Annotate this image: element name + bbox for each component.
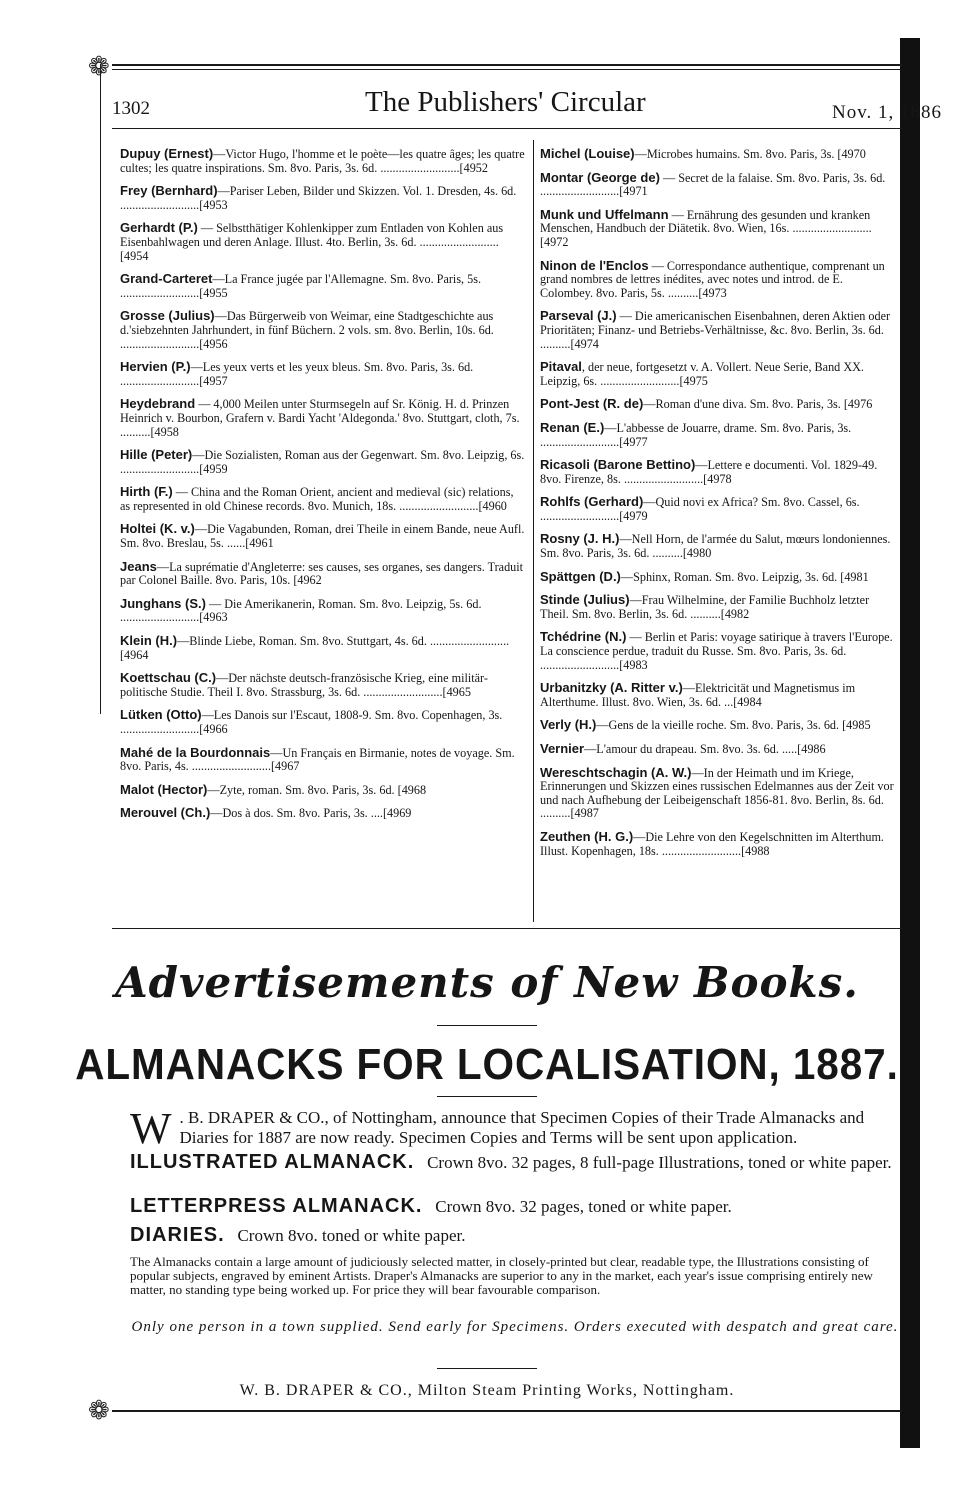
book-author: Grand-Carteret	[120, 271, 213, 287]
book-listing-entry	[120, 806, 526, 821]
book-listing-entry	[540, 742, 898, 757]
book-listing-entry	[540, 495, 898, 523]
book-details: —Das Bürgerweib von Weimar, eine Stadtgeschichte aus d.'siebzehnten Jahrhundert, in fünf Büchern. 2 vols. sm. 8vo. Berlin, 10s. 6d. ..........................[4956	[120, 309, 494, 351]
top-border-rule-inner	[112, 69, 902, 70]
book-author: Pitaval	[540, 359, 582, 375]
book-details: —L'amour du drapeau. Sm. 8vo. 3s. 6d. .....[4986	[584, 742, 826, 756]
page-edge-shadow	[900, 38, 920, 1448]
book-author: Lütken (Otto)	[120, 707, 202, 723]
book-details: —Gens de la vieille roche. Sm. 8vo. Paris, 3s. 6d. [4985	[596, 718, 871, 733]
book-listing-entry	[540, 630, 898, 672]
ad-body-text: The Almanacks contain a large amount of judiciously selected matter, in closely-printed but clear, readable type, the Illustrations consisting of popular subjects, engraved by eminent Artists. Draper's Almanacks are superior to any in the market, each year's issue comprising entirely new matter, no standing type being worked up. For price they will bear favourable comparison.	[130, 1254, 873, 1297]
book-author: Munk und Uffelmann	[540, 206, 669, 222]
almanacks-title: ALMANACKS FOR LOCALISATION, 1887.	[75, 1040, 899, 1089]
book-listing-entry	[120, 272, 526, 300]
top-border-rule-outer	[112, 64, 902, 66]
book-listing-entry	[120, 522, 526, 550]
column-divider	[533, 140, 534, 922]
header-rule	[112, 128, 902, 129]
listing-column-left	[120, 147, 526, 830]
book-listing-entry	[540, 718, 898, 733]
book-details: —Quid novi ex Africa? Sm. 8vo. Cassel, 6s. ..........................[4979	[540, 495, 860, 523]
listing-column-right	[540, 147, 898, 867]
book-author: Parseval (J.)	[540, 308, 617, 324]
imprint-rule	[437, 1368, 537, 1369]
book-listing-entry	[120, 221, 526, 263]
book-details: —Die Sozialisten, Roman aus der Gegenwart. Sm. 8vo. Leipzig, 6s. ..........................[4959	[120, 448, 525, 476]
book-details: —Blinde Liebe, Roman. Sm. 8vo. Stuttgart, 4s. 6d. ..........................[4964	[120, 634, 510, 662]
book-details: — Ernährung des gesunden und kranken Menschen, Handbuch der Diätetik. 8vo. Wien, 16s. ..........................[4972	[540, 207, 872, 249]
book-details: — Correspondance authentique, comprenant un grand nombres de lettres inédites, avec notes und introd. de E. Colombey. 8vo. Paris, 5s. ..........[4973	[540, 258, 885, 300]
book-author: Tchédrine (N.)	[540, 629, 627, 645]
book-details: —Elektricität und Magnetismus im Alterthume. Illust. 8vo. Wien, 3s. 6d. ...[4984	[540, 681, 856, 709]
book-listing-entry	[120, 397, 526, 439]
book-author: Junghans (S.)	[120, 595, 206, 611]
book-details: —Die Lehre von den Kegelschnitten im Alterthum. Illust. Kopenhagen, 18s. ..........................[4988	[540, 829, 884, 858]
book-listing-entry	[540, 766, 898, 821]
book-author: Rohlfs (Gerhard)	[540, 494, 644, 510]
book-author: Ninon de l'Enclos	[540, 257, 649, 273]
book-author: Stinde (Julius)	[540, 592, 630, 608]
book-listing-entry	[540, 259, 898, 301]
book-listing-entry	[120, 708, 526, 736]
book-details: —Zyte, roman. Sm. 8vo. Paris, 3s. 6d. [4968	[207, 782, 427, 797]
book-author: Hervien (P.)	[120, 359, 191, 375]
book-details: —Victor Hugo, l'homme et le poète—les quatre âges; les quatre cultes; les quatre inspirations. Sm. 8vo. Paris, 3s. 6d. ..........................[4952	[120, 147, 525, 175]
bottom-border-rule	[112, 1410, 902, 1412]
left-border-rule	[100, 64, 101, 714]
book-listing-entry	[540, 458, 898, 486]
publication-title: The Publishers' Circular	[365, 86, 646, 118]
book-author: Gerhardt (P.)	[120, 220, 198, 236]
book-details: —L'abbesse de Jouarre, drame. Sm. 8vo. Paris, 3s. ..........................[4977	[540, 420, 852, 449]
book-listing-entry	[120, 147, 526, 175]
book-details: , der neue, fortgesetzt v. A. Vollert. Neue Serie, Band XX. Leipzig, 6s. ..........................[4975	[540, 360, 864, 388]
book-listing-entry	[120, 560, 526, 588]
book-author: Merouvel (Ch.)	[120, 805, 211, 821]
book-listing-entry	[120, 360, 526, 388]
ad-order-note: Only one person in a town supplied. Send early for Specimens. Orders executed with despatch and great care.	[131, 1319, 899, 1335]
issue-date: Nov. 1, 1886	[832, 102, 942, 123]
page-number: 1302	[112, 98, 150, 119]
book-listing-entry	[120, 783, 526, 798]
book-details: —Microbes humains. Sm. 8vo. Paris, 3s. [4970	[634, 147, 866, 161]
book-author: Frey (Bernhard)	[120, 183, 218, 199]
book-author: Zeuthen (H. G.)	[540, 828, 634, 844]
book-author: Montar (George de)	[540, 169, 660, 185]
almanack-item-name: ILLUSTRATED ALMANACK.	[130, 1151, 415, 1173]
book-listing-entry	[120, 184, 526, 212]
book-author: Rosny (J. H.)	[540, 531, 620, 547]
almanack-item	[130, 1225, 900, 1246]
book-details: —Die Vagabunden, Roman, drei Theile in einem Bande, neue Aufl. Sm. 8vo. Breslau, 5s. ......[4961	[120, 522, 525, 551]
book-details: —La France jugée par l'Allemagne. Sm. 8vo. Paris, 5s. ..........................[4955	[120, 272, 482, 300]
book-listing-entry	[120, 309, 526, 351]
book-listing-entry	[120, 485, 526, 513]
book-details: —Nell Horn, de l'armée du Salut, mœurs londoniennes. Sm. 8vo. Paris, 3s. 6d. ..........[4980	[540, 532, 891, 561]
book-author: Spättgen (D.)	[540, 568, 621, 584]
listing-end-rule	[112, 928, 902, 929]
book-details: —Der nächste deutsch-französische Krieg, eine militär-politische Studie. Theil I. 8vo. Strassburg, 3s. 6d. ..........................[4965	[120, 671, 488, 699]
almanack-item-desc: Crown 8vo. 32 pages, 8 full-page Illustrations, toned or white paper.	[427, 1153, 892, 1172]
book-details: — China and the Roman Orient, ancient and medieval (sic) relations, as represented in old Chinese records. 8vo. Munich, 18s. ..........................[4960	[120, 485, 514, 513]
book-author: Malot (Hector)	[120, 781, 208, 797]
book-details: — Die Amerikanerin, Roman. Sm. 8vo. Leipzig, 5s. 6d. ..........................[4963	[120, 596, 482, 625]
ad-title-rule	[437, 1096, 537, 1097]
ad-intro-text: . B. DRAPER & CO., of Nottingham, announce that Specimen Copies of their Trade Almanacks and Diaries for 1887 are now ready. Specimen Copies and Terms will be sent upon application.	[179, 1108, 865, 1147]
book-author: Holtei (K. v.)	[120, 521, 195, 537]
book-details: —Frau Wilhelmine, der Familie Buchholz letzter Theil. Sm. 8vo. Berlin, 3s. 6d. ..........[4982	[540, 593, 870, 621]
almanack-item-name: LETTERPRESS ALMANACK.	[130, 1195, 423, 1217]
ad-heading-rule	[437, 1025, 537, 1026]
ad-intro-paragraph	[130, 1104, 900, 1153]
book-listing-entry	[120, 597, 526, 625]
book-author: Koettschau (C.)	[120, 670, 217, 686]
almanack-item-desc: Crown 8vo. toned or white paper.	[237, 1226, 466, 1245]
book-details: —Lettere e documenti. Vol. 1829-49. 8vo. Firenze, 8s. ..........................[4978	[540, 458, 878, 486]
book-author: Wereschtschagin (A. W.)	[540, 764, 692, 780]
book-details: — Die americanischen Eisenbahnen, deren Aktien oder Prioritäten; Finanz- und Betriebs-Verhältnisse, &c. 8vo. Berlin, 3s. 6d. ..........[4974	[540, 309, 891, 351]
book-author: Dupuy (Ernest)	[120, 146, 214, 161]
book-listing-entry	[540, 171, 898, 199]
book-details: —Roman d'une diva. Sm. 8vo. Paris, 3s. [4976	[643, 397, 873, 412]
book-details: —Les yeux verts et les yeux bleus. Sm. 8vo. Paris, 3s. 6d. ..........................[4957	[120, 360, 474, 388]
book-listing-entry	[540, 593, 898, 621]
book-listing-entry	[120, 634, 526, 662]
book-details: — Selbstthätiger Kohlenkipper zum Entladen von Kohlen aus Eisenbahlwagen und deren Anlage. Illust. 4to. Berlin, 3s. 6d. ..........................[4954	[120, 221, 504, 263]
book-listing-entry	[540, 360, 898, 388]
almanack-item	[130, 1196, 900, 1217]
advertisements-heading: Advertisements of New Books.	[115, 958, 859, 1007]
book-author: Hirth (F.)	[120, 484, 173, 500]
book-author: Verly (H.)	[540, 717, 597, 733]
book-author: Hille (Peter)	[120, 447, 193, 463]
book-details: —In der Heimath und im Kriege, Erinnerungen und Skizzen eines russischen Edelmannes aus der Zeit vor und nach Aufhebung der Leibeigenschaft 1856-81. 8vo. Berlin, 8s. 6d. ..........[4987	[540, 765, 894, 821]
book-listing-entry	[540, 421, 898, 449]
almanack-item	[130, 1152, 900, 1173]
book-author: Urbanitzky (A. Ritter v.)	[540, 680, 683, 696]
book-details: —Un Français en Birmanie, notes de voyage. Sm. 8vo. Paris, 4s. ..........................[4967	[120, 745, 515, 774]
almanack-item-desc: Crown 8vo. 32 pages, toned or white paper.	[435, 1197, 732, 1216]
book-listing-entry	[120, 671, 526, 699]
book-listing-entry	[540, 681, 898, 709]
book-listing-entry	[540, 147, 898, 162]
almanack-item-name: DIARIES.	[130, 1224, 225, 1246]
book-author: Vernier	[540, 741, 585, 756]
book-author: Grosse (Julius)	[120, 308, 215, 324]
book-listing-entry	[540, 397, 898, 412]
book-listing-entry	[120, 448, 526, 476]
book-listing-entry	[540, 208, 898, 250]
book-details: — Berlin et Paris: voyage satirique à travers l'Europe. La conscience perdue, traduit du Russe. Sm. 8vo. Paris, 3s. 6d. ..........................[4983	[540, 630, 893, 672]
corner-ornament-bottom: ❁	[88, 1396, 110, 1426]
book-details: —La suprématie d'Angleterre: ses causes, ses organes, ses dangers. Traduit par Colonel Baille. 8vo. Paris, 10s. [4962	[120, 559, 524, 588]
book-details: — Secret de la falaise. Sm. 8vo. Paris, 3s. 6d. ..........................[4971	[540, 170, 886, 199]
book-author: Renan (E.)	[540, 419, 605, 435]
corner-ornament-top: ❁	[88, 52, 110, 82]
book-details: —Sphinx, Roman. Sm. 8vo. Leipzig, 3s. 6d. [4981	[620, 569, 869, 584]
dropcap-letter: W	[130, 1104, 172, 1153]
printer-imprint: W. B. DRAPER & CO., Milton Steam Printing Works, Nottingham.	[239, 1382, 735, 1399]
book-listing-entry	[540, 570, 898, 585]
book-listing-entry	[540, 309, 898, 351]
book-details: —Les Danois sur l'Escaut, 1808-9. Sm. 8vo. Copenhagen, 3s. ..........................[4966	[120, 708, 503, 736]
book-author: Heydebrand	[120, 396, 196, 412]
book-details: — 4,000 Meilen unter Sturmsegeln auf Sr. König. H. d. Prinzen Heinrich v. Bourbon, Grafern v. Bardi Yacht 'Aldegonda.' 8vo. Stuttgart, cloth, 7s. ..........[4958	[120, 397, 520, 439]
book-author: Ricasoli (Barone Bettino)	[540, 457, 696, 473]
book-author: Michel (Louise)	[540, 147, 635, 161]
book-author: Pont-Jest (R. de)	[540, 396, 644, 412]
book-author: Klein (H.)	[120, 633, 178, 649]
book-author: Jeans	[120, 558, 157, 574]
book-listing-entry	[120, 746, 526, 774]
book-details: —Dos à dos. Sm. 8vo. Paris, 3s. ....[4969	[210, 806, 412, 821]
book-details: —Pariser Leben, Bilder und Skizzen. Vol. 1. Dresden, 4s. 6d. ..........................[4953	[120, 184, 517, 212]
book-listing-entry	[540, 532, 898, 560]
book-author: Mahé de la Bourdonnais	[120, 744, 271, 760]
book-listing-entry	[540, 830, 898, 858]
